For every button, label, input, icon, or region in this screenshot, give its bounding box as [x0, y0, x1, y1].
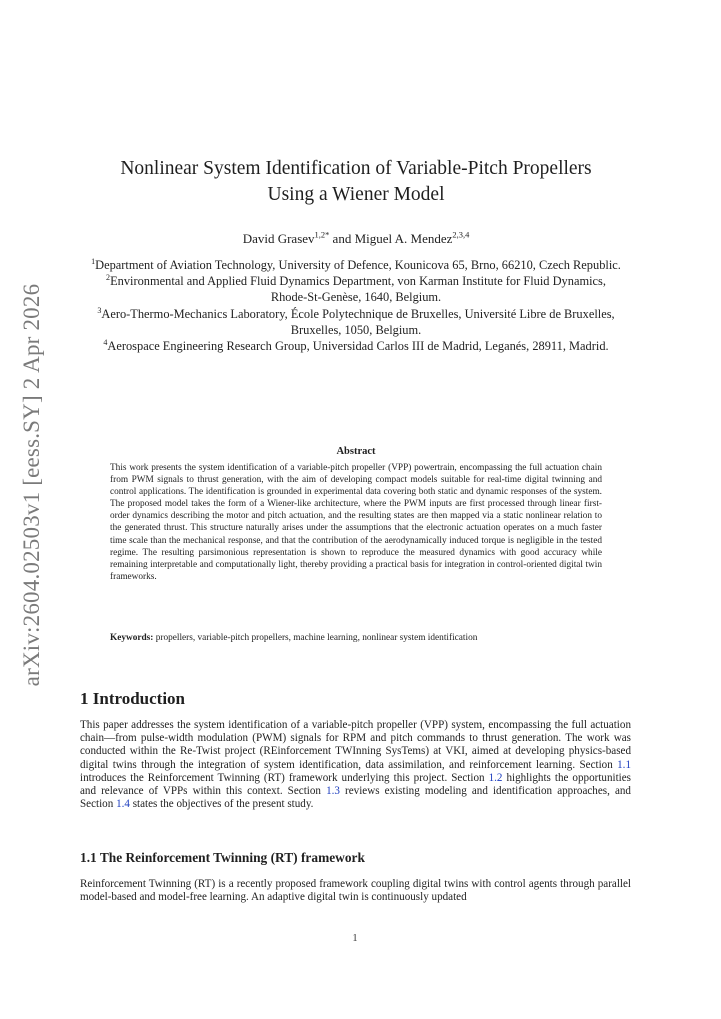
ref-section-1-1-link[interactable]: 1.1 [617, 758, 631, 771]
affiliation-2-mark: 2 [106, 273, 111, 283]
section-1-text-2: introduces the Reinforcement Twinning (RT) framework underlying this project. Section [80, 771, 489, 784]
keywords-label: Keywords: [110, 633, 154, 643]
affiliation-2-text: Environmental and Applied Fluid Dynamics Department, von Karman Institute for Fluid Dynamics, Rhode-St-Genèse, 1640, Belgium. [110, 274, 606, 305]
ref-section-1-2-link[interactable]: 1.2 [488, 771, 503, 784]
author-connector: and [329, 231, 355, 246]
author-1-name: David Grasev [242, 231, 315, 246]
affiliation-2 [90, 273, 622, 305]
section-1-paragraph [80, 719, 631, 811]
author-2-name: Miguel A. Mendez [354, 231, 453, 246]
page-number: 1 [352, 933, 358, 944]
subsection-1-1-heading: 1.1 The Reinforcement Twinning (RT) framework [80, 850, 365, 865]
author-1-affiliation-marks: 1,2* [314, 229, 330, 240]
arxiv-side-stamp: arXiv:2604.02503v1 [eess.SY] 2 Apr 2026 [19, 283, 44, 687]
affiliation-4-mark: 4 [103, 337, 108, 347]
affiliation-1-text: Department of Aviation Technology, University of Defence, Kounicova 65, Brno, 66210, Czech Republic. [95, 258, 621, 272]
abstract-body: This work presents the system identification of a variable-pitch propeller (VPP) powertrain, encompassing the full actuation chain from PWM signals to thrust generation, with the aim of developing compact models suitable for real-time digital twinning and control applications. The identification is grounded in experimental data covering both static and dynamic responses of the system. The proposed model takes the form of a Wiener-like architecture, where the PWM inputs are first processed through linear first-order dynamics describing the motor and pitch actuation, and the resulting states are then mapped via a static nonlinear relation to the generated thrust. This structure naturally arises under the assumptions that the electronic actuation operates on a much faster time scale than the mechanical response, and that the contribution of the aerodynamically induced torque is negligible in the tested regime. The resulting parsimonious representation is shown to reproduce the measured dynamics with good accuracy while remaining interpretable and computationally light, thereby providing a practical basis for integration in control-oriented digital twin frameworks. [110, 463, 602, 582]
author-2-affiliation-marks: 2,3,4 [452, 229, 470, 240]
keywords-list: propellers, variable-pitch propellers, machine learning, nonlinear system identification [153, 633, 478, 643]
affiliation-4-text: Aerospace Engineering Research Group, Universidad Carlos III de Madrid, Leganés, 28911, Madrid. [107, 339, 609, 354]
abstract-heading: Abstract [336, 446, 376, 457]
affiliation-4 [90, 338, 622, 354]
affiliation-3 [90, 306, 622, 338]
paper-title [60, 156, 652, 208]
keywords [110, 632, 602, 644]
affiliations [90, 257, 622, 354]
ref-section-1-4-link[interactable]: 1.4 [116, 798, 130, 811]
title-line-1: Nonlinear System Identification of Variable-Pitch Propellers [120, 158, 592, 179]
section-1-heading: 1 Introduction [80, 689, 186, 708]
ref-section-1-3-link[interactable]: 1.3 [326, 785, 340, 798]
affiliation-1 [90, 257, 622, 273]
affiliation-1-mark: 1 [91, 256, 96, 266]
section-1-text-4: reviews existing modeling and identification approaches, and Section [80, 785, 631, 811]
affiliation-3-mark: 3 [97, 305, 102, 315]
subsection-1-1-paragraph: Reinforcement Twinning (RT) is a recently proposed framework coupling digital twins with control agents through parallel model-based and model-free learning. An adaptive digital twin is continuously updated [80, 878, 631, 904]
section-1-text-1: This paper addresses the system identification of a variable-pitch propeller (VPP) system, encompassing the full actuation chain—from pulse-width modulation (PWM) signals for RPM and pitch commands to thrust generation. The work was conducted within the Re-Twist project (REinforcement TWInning SysTems) at VKI, aimed at developing physics-based digital twins through the integration of system identification, data assimilation, and reinforcement learning. Section [80, 719, 631, 771]
title-line-2: Using a Wiener Model [267, 184, 445, 205]
author-line [60, 230, 652, 248]
section-1-text-3: highlights the opportunities and relevance of VPPs within this context. Section [80, 771, 631, 798]
affiliation-3-text: Aero-Thermo-Mechanics Laboratory, École Polytechnique de Bruxelles, Université Libre de Bruxelles, Bruxelles, 1050, Belgium. [101, 306, 615, 337]
section-1-text-5: states the objectives of the present study. [129, 798, 314, 811]
